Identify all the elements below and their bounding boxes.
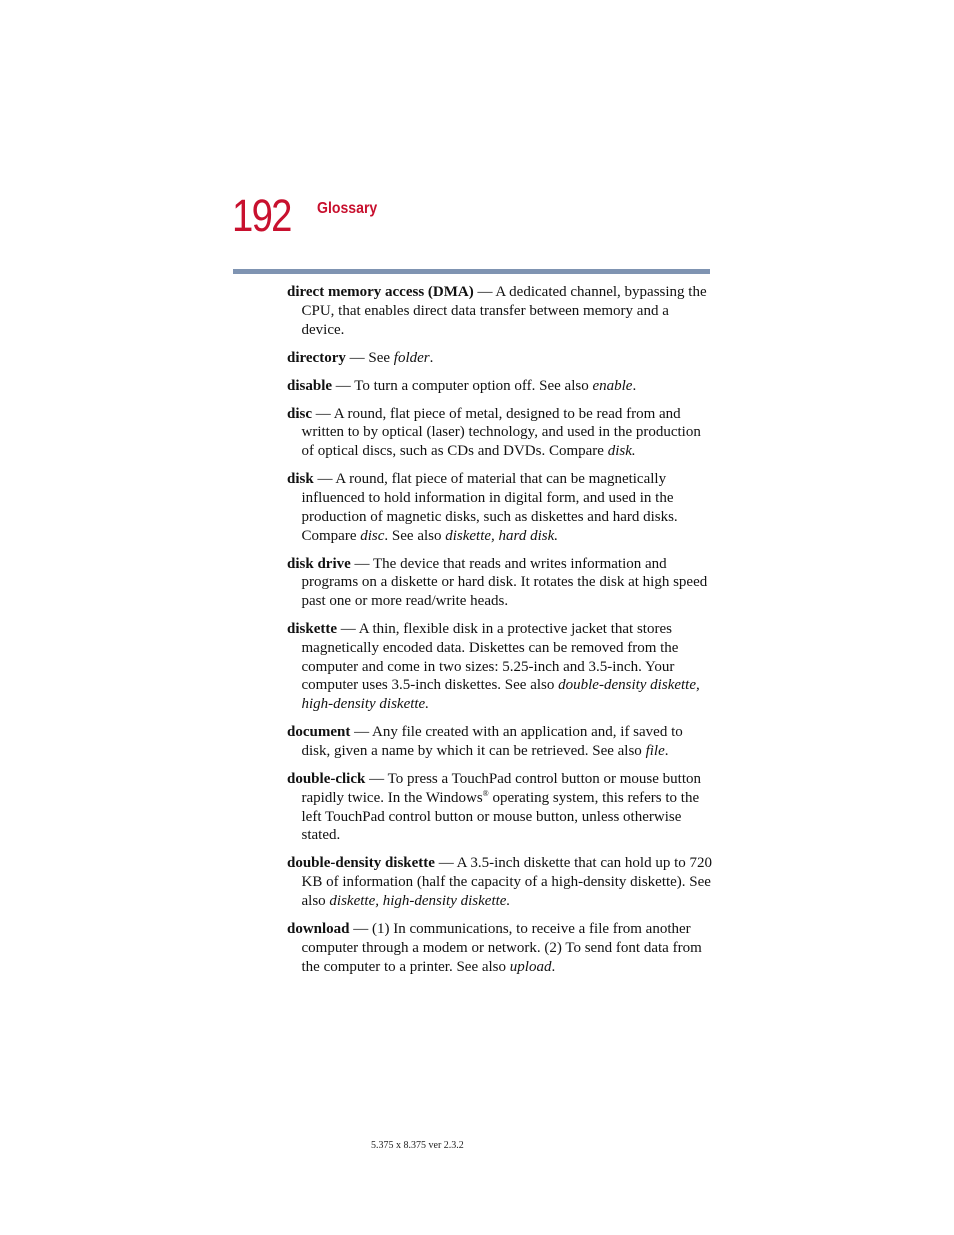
entry-definition-middle: . See also	[384, 527, 446, 544]
entry-definition: A round, flat piece of material that can be magnetically influenced to hold information in digital form, and used in the production of magnetic disks, such as diskettes and hard disks. Compare	[301, 471, 678, 544]
glossary-entry-disable	[287, 377, 712, 396]
entry-separator: —	[345, 349, 369, 366]
page-number: 192	[232, 190, 291, 241]
glossary-entry-double-density-diskette	[287, 854, 712, 910]
entry-separator: —	[312, 405, 334, 422]
glossary-list	[287, 283, 712, 986]
entry-term: disk	[287, 471, 314, 488]
entry-definition: A round, flat piece of metal, designed to be read from and written to by optical (laser) technology, and used in the production of optical discs, such as CDs and DVDs. Compare	[301, 405, 701, 460]
entry-definition: Any file created with an application and, if saved to disk, given a name by which it can be retrieved. See also	[301, 724, 683, 760]
glossary-entry-disc	[287, 405, 712, 461]
entry-separator: —	[350, 555, 373, 572]
entry-term: disk drive	[287, 555, 351, 572]
entry-term: double-density diskette	[287, 855, 435, 872]
entry-term: download	[287, 920, 350, 937]
glossary-entry-directory	[287, 349, 712, 368]
entry-definition: The device that reads and writes information and programs on a diskette or hard disk. It rotates the disk at high speed past one or more read/write heads.	[301, 555, 708, 610]
entry-term: disable	[287, 377, 333, 394]
entry-cross-reference: upload	[509, 958, 552, 975]
section-title: Glossary	[317, 200, 378, 217]
entry-separator: —	[434, 855, 457, 872]
entry-definition-end: .	[664, 743, 669, 760]
entry-definition: To press a TouchPad control button or mouse button rapidly twice. In the Windows	[301, 771, 701, 806]
glossary-entry-disk	[287, 470, 712, 545]
entry-term: double-click	[287, 771, 366, 788]
entry-term: directory	[287, 349, 346, 366]
glossary-entry-disk-drive	[287, 555, 712, 611]
entry-term: direct memory access (DMA)	[287, 284, 474, 300]
footer-version: 5.375 x 8.375 ver 2.3.2	[371, 1140, 464, 1151]
entry-cross-reference: folder	[393, 349, 430, 366]
entry-term: disc	[287, 405, 313, 422]
glossary-entry-dma	[287, 283, 712, 339]
entry-definition-end: .	[632, 377, 637, 394]
entry-definition-end: .	[429, 349, 434, 366]
entry-term: diskette	[287, 621, 337, 638]
entry-cross-reference: file	[645, 743, 665, 760]
entry-definition: A thin, flexible disk in a protective jacket that stores magnetically encoded data. Diskettes can be removed from the computer and come in two sizes: 5.25-inch and 3.5-inch. Your computer uses 3.5-inch diskettes. See also	[301, 621, 679, 694]
header-rule	[233, 269, 710, 274]
glossary-entry-document	[287, 723, 712, 761]
entry-separator: —	[313, 471, 336, 488]
glossary-entry-download	[287, 920, 712, 976]
entry-definition: A dedicated channel, bypassing the CPU, that enables direct data transfer between memory and a device.	[301, 284, 707, 338]
entry-cross-reference: enable	[592, 377, 633, 394]
entry-definition-end: .	[551, 958, 556, 975]
entry-cross-reference: disc	[360, 527, 385, 544]
entry-definition: To turn a computer option off. See also	[354, 377, 593, 394]
entry-separator: —	[365, 771, 388, 788]
entry-cross-reference: double-density diskette, high-density diskette.	[301, 677, 700, 713]
entry-definition: (1) In communications, to receive a file from another computer through a modem or network. (2) To send font data from the computer to a printer. See also	[301, 920, 702, 975]
entry-cross-reference: disk.	[607, 443, 636, 460]
entry-separator: —	[337, 621, 359, 638]
entry-separator: —	[350, 724, 373, 741]
entry-separator: —	[332, 377, 355, 394]
entry-definition-end: operating system, this refers to the left TouchPad control button or mouse button, unless otherwise stated.	[301, 789, 700, 844]
entry-definition: See	[368, 349, 394, 366]
entry-term: document	[287, 724, 351, 741]
entry-separator: —	[349, 920, 373, 937]
glossary-entry-double-click	[287, 770, 712, 845]
registered-mark: ®	[482, 788, 489, 798]
entry-cross-reference: diskette, high-density diskette.	[329, 893, 511, 909]
glossary-entry-diskette	[287, 620, 712, 714]
entry-cross-reference-2: diskette, hard disk.	[445, 527, 558, 544]
entry-definition: A 3.5-inch diskette that can hold up to 720 KB of information (half the capacity of a high-density diskette). See also	[301, 855, 712, 909]
entry-separator: —	[473, 284, 496, 300]
